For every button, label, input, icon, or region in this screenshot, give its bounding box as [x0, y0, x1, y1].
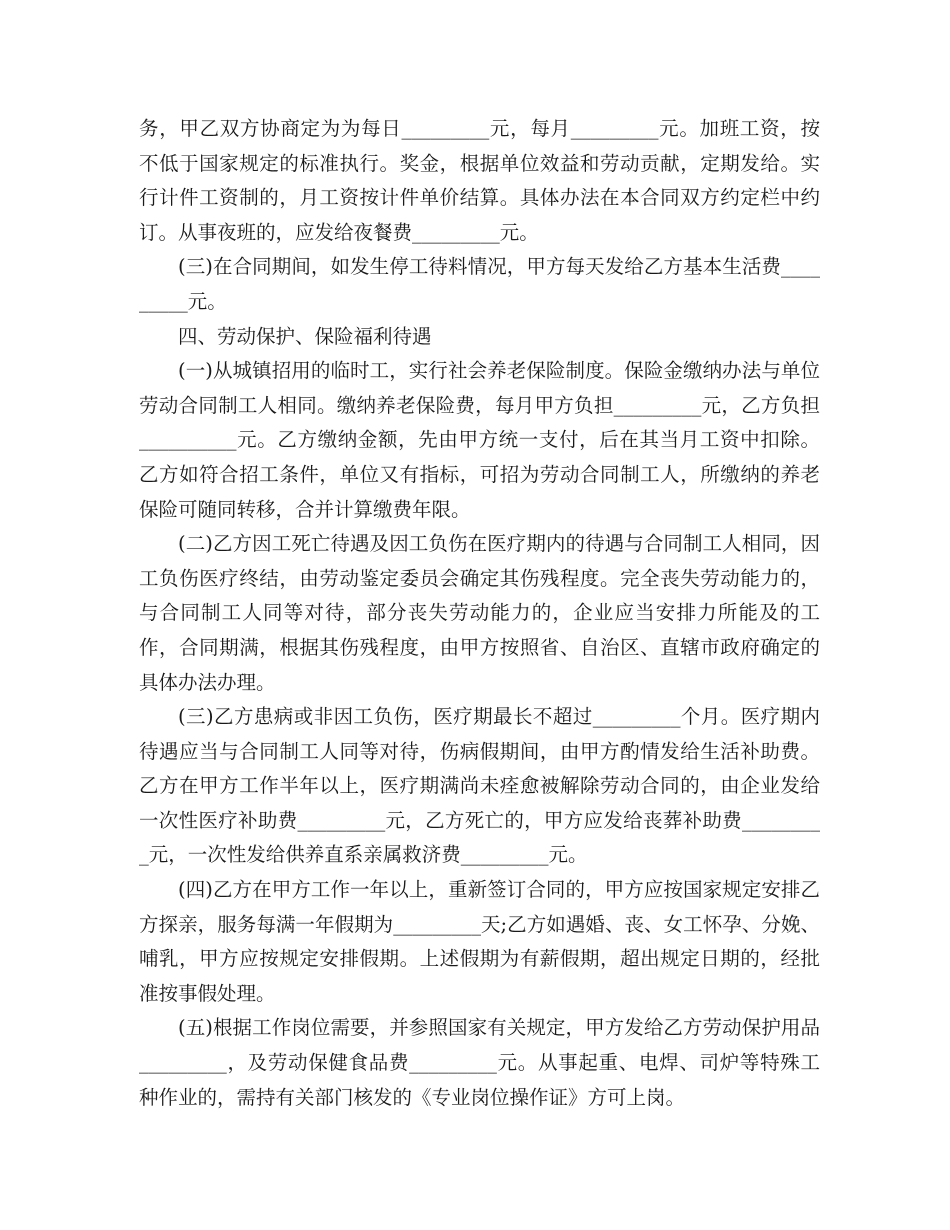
- paragraph-wages: 务，甲乙双方协商定为为每日_________元，每月_________元。加班工资，按不低于国家规定的标准执行。奖金，根据单位效益和劳动贡献，定期发给。实行计件工资制的，月工资按计件单价结算。具体办法在本合同双方约定栏中约订。从事夜班的，应发给夜餐费_________元。: [139, 117, 820, 244]
- section-heading-labor-protection: 四、劳动保护、保险福利待遇: [178, 324, 432, 348]
- document-page: [139, 112, 820, 1115]
- paragraph-stoppage-allowance: (三)在合同期间，如发生停工待料情况，甲方每天发给乙方基本生活费_________元。: [139, 255, 820, 313]
- paragraph-home-leave: (四)乙方在甲方工作一年以上，重新签订合同的，甲方应按国家规定安排乙方探亲，服务每满一年假期为_________天;乙方如遇婚、丧、女工怀孕、分娩、哺乳，甲方应按规定安排假期。上述假期为有薪假期，超出规定日期的，经批准按事假处理。: [139, 878, 820, 1005]
- paragraph-pension-insurance: (一)从城镇招用的临时工，实行社会养老保险制度。保险金缴纳办法与单位劳动合同制工人相同。缴纳养老保险费，每月甲方负担_________元，乙方负担__________元。乙方缴纳金额，先由甲方统一支付，后在其当月工资中扣除。乙方如符合招工条件，单位又有指标，可招为劳动合同制工人，所缴纳的养老保险可随同转移，合并计算缴费年限。: [139, 359, 820, 521]
- paragraph-protective-supplies: (五)根据工作岗位需要，并参照国家有关规定，甲方发给乙方劳动保护用品_________，及劳动保健食品费_________元。从事起重、电焊、司炉等特殊工种作业的，需持有关部门核发的《专业岗位操作证》方可上岗。: [139, 1016, 820, 1109]
- paragraph-sick-leave: (三)乙方患病或非因工负伤，医疗期最长不超过_________个月。医疗期内待遇应当与合同制工人同等对待，伤病假期间，由甲方酌情发给生活补助费。乙方在甲方工作半年以上，医疗期满尚未痊愈被解除劳动合同的，由企业发给一次性医疗补助费_________元，乙方死亡的，甲方应发给丧葬补助费_________元，一次性发给供养直系亲属救济费_________元。: [139, 705, 820, 867]
- paragraph-work-injury: (二)乙方因工死亡待遇及因工负伤在医疗期内的待遇与合同制工人相同，因工负伤医疗终结，由劳动鉴定委员会确定其伤残程度。完全丧失劳动能力的，与合同制工人同等对待，部分丧失劳动能力的，企业应当安排力所能及的工作，合同期满，根据其伤残程度，由甲方按照省、自治区、直辖市政府确定的具体办法办理。: [139, 532, 820, 694]
